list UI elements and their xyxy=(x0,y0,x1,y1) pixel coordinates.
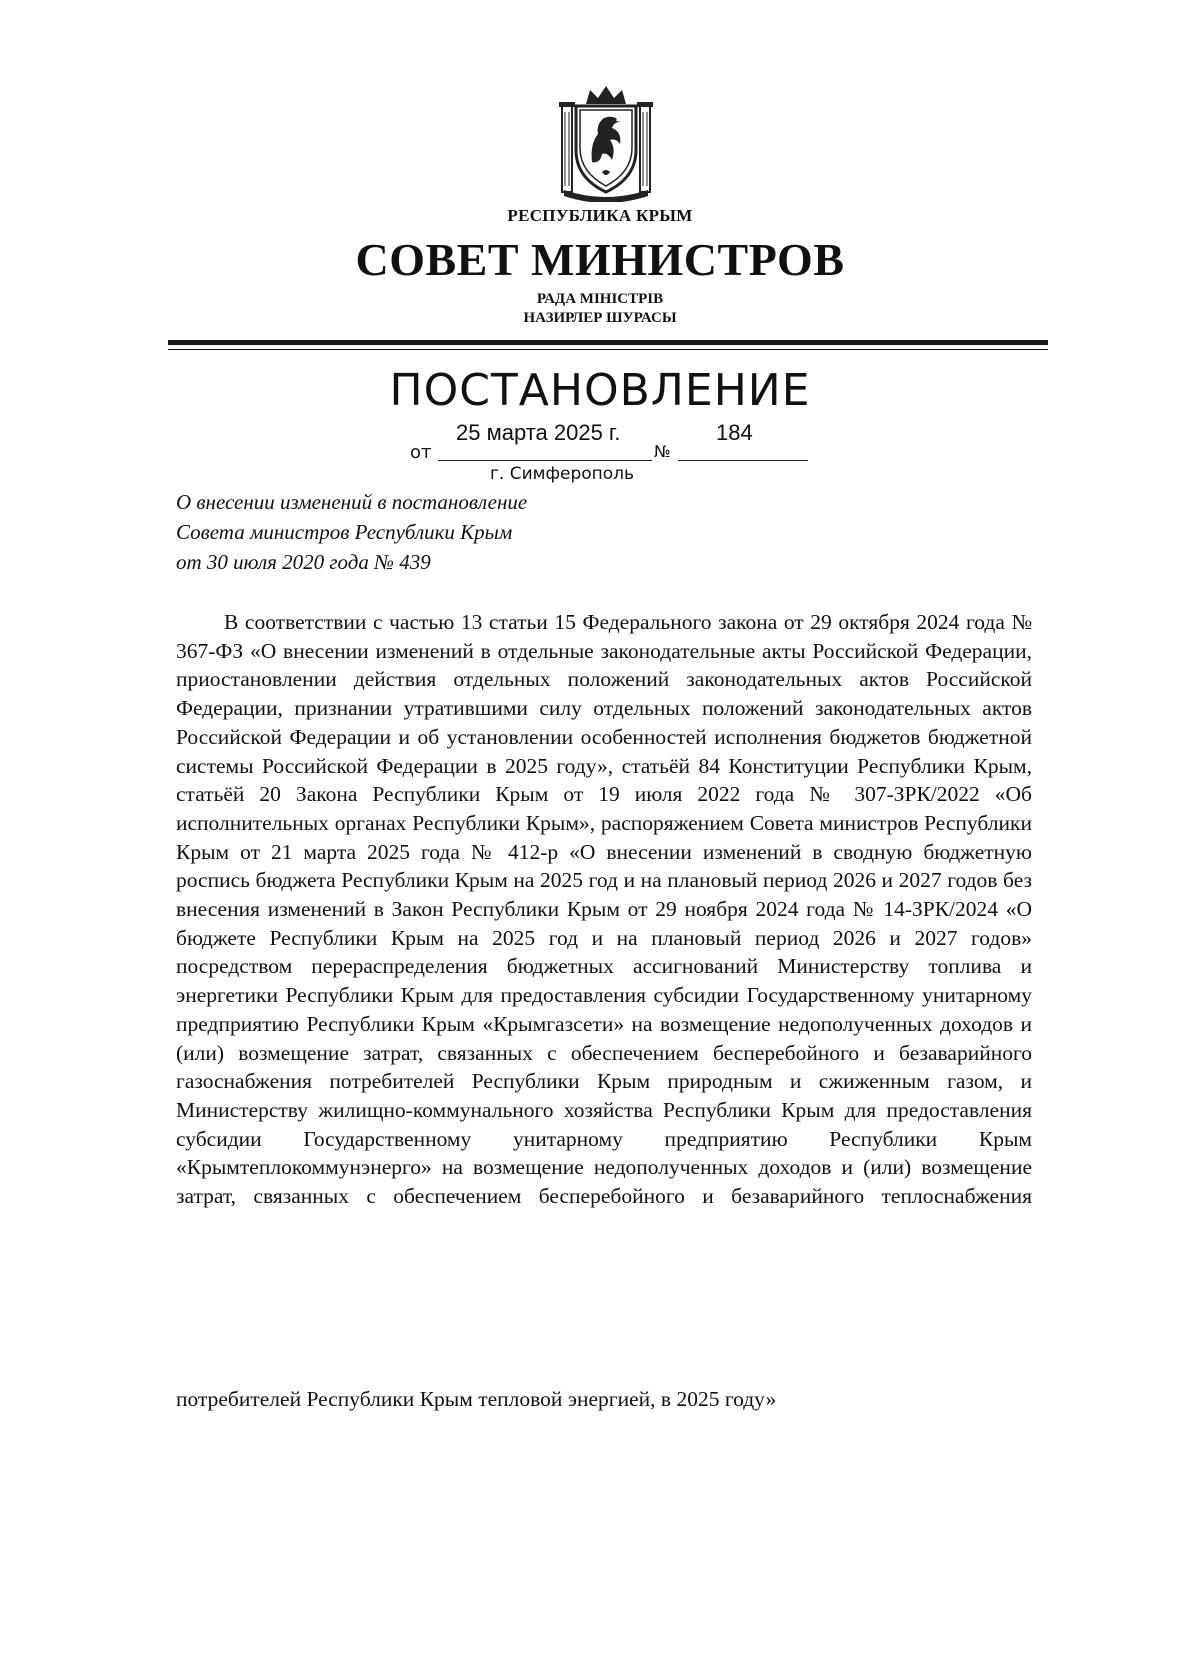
subject-line: от 30 июля 2020 года № 439 xyxy=(176,550,431,574)
body-paragraph: В соответствии с частью 13 статьи 15 Федерального закона от 29 октября 2024 года № 367-ФЗ «О внесении изменений в отдельные законодательные акты Российской Федерации, приостановлении действия отдельных положений законодательных актов Российской Федерации, признании утратившими силу отдельных положений законодательных актов Российской Федерации и об установлении особенностей исполнения бюджетов бюджетной системы Российской Федерации в 2025 году», статьёй 84 Конституции Республики Крым, статьёй 20 Закона Республики Крым от 19 июля 2022 года № 307-ЗРК/2022 «Об исполнительных органах Республики Крым», распоряжением Совета министров Республики Крым от 21 марта 2025 года № 412-р «О внесении изменений в сводную бюджетную роспись бюджета Республики Крым на 2025 год и на плановый период 2026 и 2027 годов без внесения изменений в Закон Республики Крым от 29 ноября 2024 года № 14-ЗРК/2024 «О бюджете Республики Крым на 2025 год и на плановый период 2026 и 2027 годов» посредством перераспределения бюджетных ассигнований Министерству топлива и энергетики Республики Крым для предоставления субсидии Государственному унитарному предприятию Республики Крым «Крымгазсети» на возмещение недополученных доходов и (или) возмещение затрат, связанных с обеспечением бесперебойного и безаварийного газоснабжения потребителей Республики Крым природным и сжиженным газом, и Министерству жилищно-коммунального хозяйства Республики Крым для предоставления субсидии Государственному унитарному предприятию Республики Крым «Крымтеплокоммунэнерго» на возмещение недополученных доходов и (или) возмещение затрат, связанных с обеспечением бесперебойного и безаварийного теплоснабжения xyxy=(176,610,1032,1209)
decree-date: 25 марта 2025 г. xyxy=(456,420,621,445)
decree-subject xyxy=(176,487,527,577)
date-underline xyxy=(438,460,652,461)
council-title-crimean-tatar: НАЗИРЛЕР ШУРАСЫ xyxy=(523,310,677,326)
header-divider-thick xyxy=(168,340,1048,345)
council-title-ukrainian: РАДА МІНІСТРІВ xyxy=(536,291,664,307)
number-label: № xyxy=(654,442,671,461)
subject-line: О внесении изменений в постановление xyxy=(176,490,528,514)
number-underline xyxy=(678,460,808,461)
subject-line: Совета министров Республики Крым xyxy=(176,520,513,544)
body-paragraph-last-line: потребителей Республики Крым тепловой энергией, в 2025 году» xyxy=(176,1387,777,1411)
header-divider-thin xyxy=(168,349,1048,350)
council-title: СОВЕТ МИНИСТРОВ xyxy=(355,234,845,285)
decree-city: г. Симферополь xyxy=(490,464,635,484)
decree-title: ПОСТАНОВЛЕНИЕ xyxy=(389,365,811,416)
republic-name: РЕСПУБЛИКА КРЫМ xyxy=(507,206,693,225)
date-number-line xyxy=(410,420,810,466)
decree-number: 184 xyxy=(716,420,753,445)
coat-of-arms-emblem xyxy=(556,82,656,202)
date-label: от xyxy=(410,442,432,463)
